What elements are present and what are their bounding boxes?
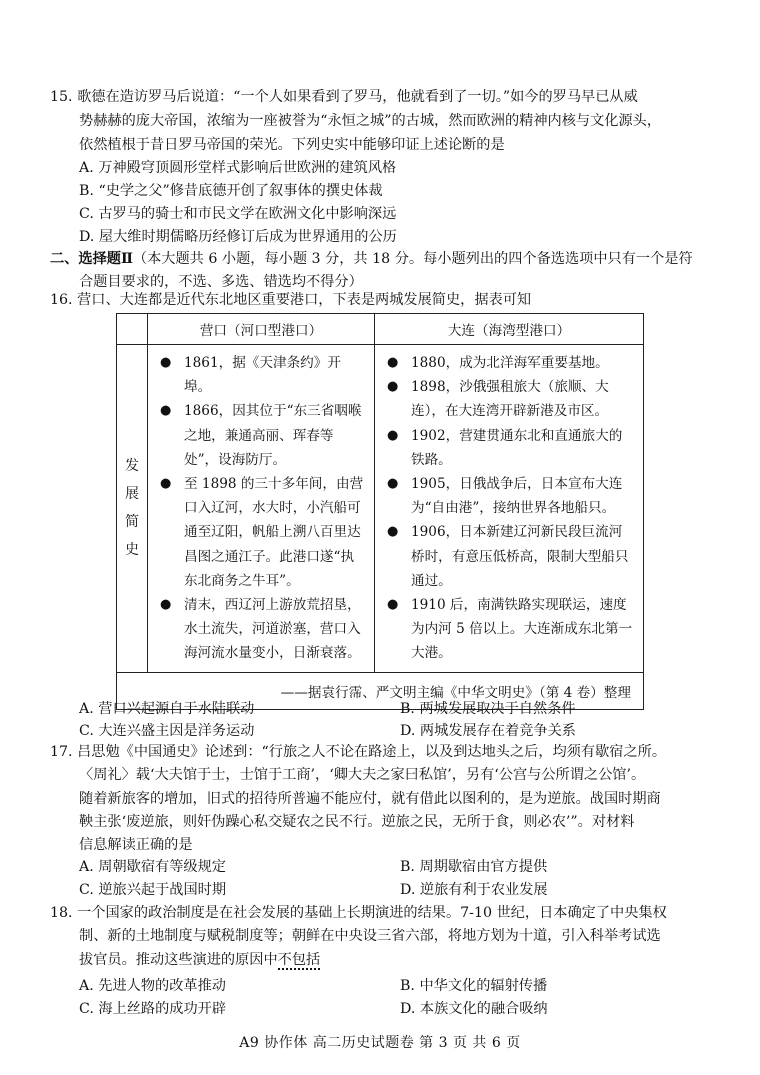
row-label-char: 简 bbox=[125, 514, 139, 531]
row-label-cell bbox=[117, 345, 148, 673]
page-footer: A9 协作体 高二历史试题卷 第 3 页 共 6 页 bbox=[239, 1035, 521, 1051]
q15-option-b[interactable]: B. “史学之父”修昔底德开创了叙事体的撰史体裁 bbox=[79, 183, 383, 199]
row-label-char: 史 bbox=[125, 542, 139, 559]
q18-option-b[interactable]: B. 中华文化的辐射传播 bbox=[400, 978, 548, 994]
yingkou-bullet-list bbox=[148, 345, 374, 672]
list-item bbox=[385, 472, 635, 520]
q16-option-c[interactable]: C. 大连兴盛主因是洋务运动 bbox=[79, 723, 255, 739]
bullet-icon: ● bbox=[160, 476, 172, 492]
section-2-title: 二、选择题Ⅱ bbox=[50, 251, 133, 267]
list-item bbox=[385, 593, 635, 666]
bullet-text: 清末，西辽河上游放荒招垦，水土流失，河道淤塞，营口入海河流水量变小，日渐衰落。 bbox=[184, 597, 361, 662]
bullet-icon: ● bbox=[387, 524, 399, 540]
dalian-history-cell bbox=[375, 345, 644, 673]
q16-option-d[interactable]: D. 两城发展存在着竞争关系 bbox=[400, 723, 576, 739]
q16-option-b[interactable]: B. 两城发展取决于自然条件 bbox=[400, 701, 576, 717]
bullet-text: 至 1898 的三十多年间，由营口入辽河，水大时，小汽船可通至辽阳，帆船上溯八百里达昌图之通江子。此港口遂“执东北商务之牛耳”。 bbox=[184, 476, 364, 589]
q17-stem-line-2: 〈周礼〉载‘大夫馆于士，士馆于工商’，‘卿大夫之家曰私馆’，另有‘公宫与公所谓之公馆’。 bbox=[79, 767, 646, 783]
q15-stem-line-1: 15. 歌德在造访罗马后说道：“一个人如果看到了罗马，他就看到了一切。”如今的罗马早已从威 bbox=[50, 89, 638, 105]
q18-option-c[interactable]: C. 海上丝路的成功开辟 bbox=[79, 1001, 227, 1017]
list-item bbox=[158, 593, 366, 666]
bullet-text: 1898，沙俄强租旅大（旅顺、大连），在大连湾开辟新港及市区。 bbox=[411, 379, 609, 420]
section-2-desc-2: 合题目要求的，不选、多选、错选均不得分） bbox=[79, 274, 363, 290]
table-header-row bbox=[117, 314, 644, 345]
bullet-icon: ● bbox=[387, 476, 399, 492]
q15-option-d[interactable]: D. 屋大维时期儒略历经修订后成为世界通用的公历 bbox=[79, 229, 397, 245]
bullet-text: 1880，成为北洋海军重要基地。 bbox=[411, 355, 609, 371]
section-2-heading bbox=[50, 248, 693, 270]
q18-stem-line-3-text: 拔官员。推动这些演进的原因中 bbox=[79, 952, 278, 968]
bullet-icon: ● bbox=[387, 427, 399, 443]
section-2-desc-1: （本大题共 6 小题，每小题 3 分，共 18 分。每小题列出的四个备选选项中只有一个是符 bbox=[132, 251, 693, 267]
q18-option-a[interactable]: A. 先进人物的改革推动 bbox=[79, 978, 226, 994]
q17-stem-line-1: 17. 吕思勉《中国通史》论述到：“行旅之人不论在路途上，以及到达地头之后，均须有歇宿之所。 bbox=[50, 744, 667, 760]
row-label bbox=[124, 452, 140, 564]
bullet-text: 1910 后，南满铁路实现联运，速度为内河 5 倍以上。大连渐成东北第一大港。 bbox=[411, 597, 633, 662]
list-item bbox=[158, 399, 366, 472]
row-label-char: 发 bbox=[125, 458, 139, 475]
q18-stem-line-2: 制、新的土地制度与赋税制度等；朝鲜在中央设三省六部，将地方划为十道，引入科举考试选 bbox=[79, 928, 661, 944]
q17-option-d[interactable]: D. 逆旅有利于农业发展 bbox=[400, 882, 548, 898]
bullet-icon: ● bbox=[160, 355, 172, 370]
q18-stem-line-3 bbox=[79, 949, 320, 971]
list-item bbox=[385, 520, 635, 593]
list-item bbox=[385, 424, 635, 472]
q17-stem-line-5: 信息解读正确的是 bbox=[79, 837, 193, 853]
yingkou-history-cell bbox=[148, 345, 375, 673]
yingkou-header: 营口（河口型港口） bbox=[148, 314, 375, 345]
q17-option-c[interactable]: C. 逆旅兴起于战国时期 bbox=[79, 882, 227, 898]
bullet-icon: ● bbox=[387, 597, 399, 613]
q15-option-c[interactable]: C. 古罗马的骑士和市民文学在欧洲文化中影响深远 bbox=[79, 206, 397, 222]
q15-stem-line-3: 依然植根于昔日罗马帝国的荣光。下列史实中能够印证上述论断的是 bbox=[79, 137, 505, 153]
q15-stem-line-2: 势赫赫的庞大帝国，浓缩为一座被誉为“永恒之城”的古城，然而欧洲的精神内核与文化源头， bbox=[79, 113, 662, 129]
table-body-row bbox=[117, 345, 644, 673]
q15-option-a[interactable]: A. 万神殿穹顶圆形堂样式影响后世欧洲的建筑风格 bbox=[79, 160, 397, 176]
q16-option-a[interactable]: A. 营口兴起源自于水陆联动 bbox=[79, 701, 255, 717]
row-label-char: 展 bbox=[125, 486, 139, 503]
q16-history-table bbox=[116, 313, 644, 710]
dalian-bullet-list bbox=[375, 345, 643, 672]
q17-option-b[interactable]: B. 周期歇宿由官方提供 bbox=[400, 859, 548, 875]
table-corner-cell bbox=[117, 314, 148, 345]
q17-stem-line-4: 鞅主张‘废逆旅，则奸伪躁心私交疑农之民不行。逆旅之民，无所于食，则必农’”。对材料 bbox=[79, 814, 635, 830]
q18-option-d[interactable]: D. 本族文化的融合吸纳 bbox=[400, 1001, 548, 1017]
bullet-icon: ● bbox=[160, 403, 172, 419]
bullet-icon: ● bbox=[160, 597, 172, 613]
dalian-header: 大连（海湾型港口） bbox=[375, 314, 644, 345]
q18-stem-line-1: 18. 一个国家的政治制度是在社会发展的基础上长期演进的结果。7-10 世纪，日本确定了中央集权 bbox=[50, 905, 667, 921]
bullet-text: 1906，日本新建辽河新民段巨流河桥时，有意压低桥高，限制大型船只通过。 bbox=[411, 524, 629, 589]
bullet-text: 1861，据《天津条约》开埠。 bbox=[184, 355, 341, 396]
bullet-text: 1902，营建贯通东北和直通旅大的铁路。 bbox=[411, 427, 623, 468]
table-source: ——据袁行霈、严文明主编《中华文明史》（第 4 卷）整理 bbox=[117, 672, 644, 709]
q17-option-a[interactable]: A. 周朝歇宿有等级规定 bbox=[79, 859, 226, 875]
q18-emphasis: 不包括 bbox=[277, 952, 321, 968]
q16-stem: 16. 营口、大连都是近代东北地区重要港口，下表是两城发展简史，据表可知 bbox=[50, 292, 532, 308]
bullet-icon: ● bbox=[387, 355, 399, 370]
bullet-text: 1866，因其位于“东三省咽喉之地，兼通高丽、珲春等处”，设海防厅。 bbox=[184, 403, 362, 468]
bullet-icon: ● bbox=[387, 379, 399, 395]
list-item bbox=[158, 351, 366, 399]
q17-stem-line-3: 随着新旅客的增加，旧式的招待所普遍不能应付，就有借此以图利的，是为逆旅。战国时期商 bbox=[79, 791, 661, 807]
bullet-text: 1905，日俄战争后，日本宣布大连为“自由港”，接纳世界各地船只。 bbox=[411, 476, 623, 517]
list-item bbox=[385, 351, 635, 375]
list-item bbox=[158, 472, 366, 593]
list-item bbox=[385, 375, 635, 423]
